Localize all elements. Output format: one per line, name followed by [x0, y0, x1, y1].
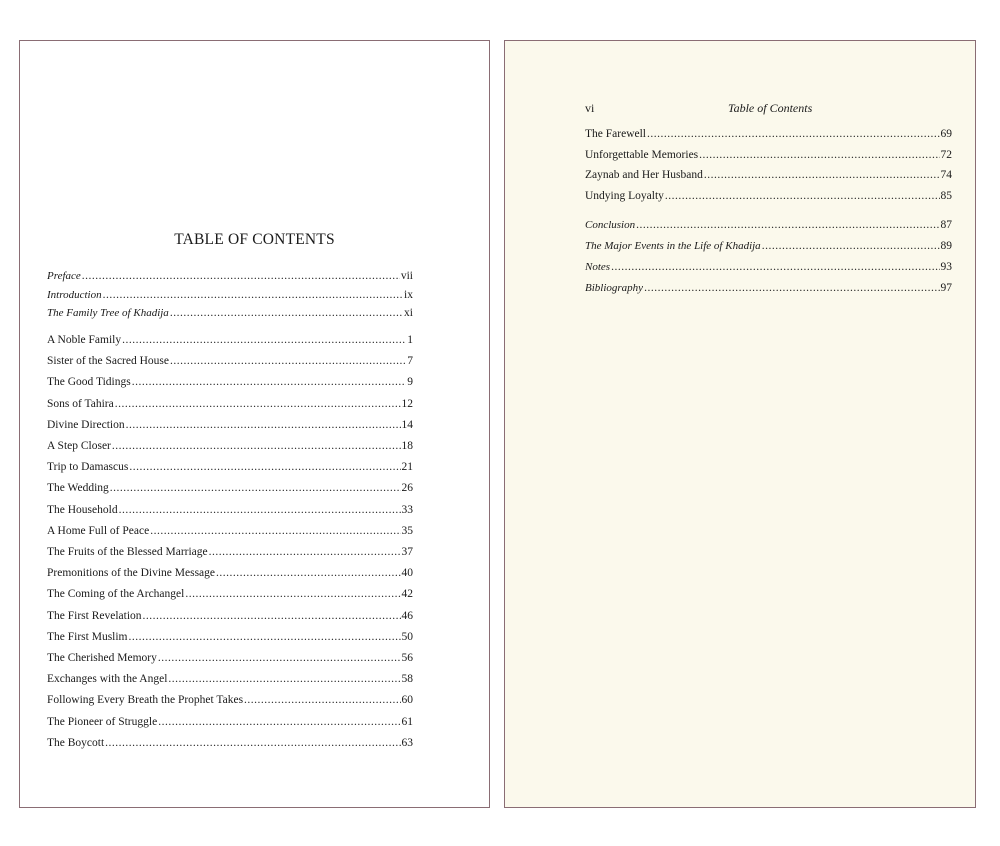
toc-entry [47, 588, 413, 600]
toc-entry [47, 631, 413, 643]
toc-entry [47, 355, 413, 367]
toc-entry-page: 12 [401, 397, 413, 410]
toc-entry-page: 37 [401, 546, 413, 558]
toc-entry-page: 93 [940, 261, 952, 273]
dot-leader [82, 270, 400, 282]
toc-entry-page: 21 [401, 461, 413, 474]
dot-leader [611, 261, 939, 273]
toc-entry-page: xi [404, 307, 413, 319]
dot-leader [216, 567, 400, 579]
toc-entry-page: 89 [940, 240, 952, 252]
toc-entry-title: Sister of the Sacred House [47, 355, 169, 368]
toc-entry-title: The Pioneer of Struggle [47, 715, 158, 728]
toc-entry [47, 440, 413, 452]
toc-entry-title: Notes [585, 261, 611, 273]
toc-entry [47, 652, 413, 664]
dot-leader [185, 588, 400, 600]
dot-leader [762, 240, 940, 252]
toc-entry-title: The Boycott [47, 736, 105, 749]
dot-leader [209, 546, 401, 558]
dot-leader [129, 631, 401, 643]
dot-leader [143, 610, 401, 622]
toc-entry [585, 282, 952, 294]
toc-entry [47, 716, 413, 728]
toc-entry-title: Bibliography [585, 282, 644, 294]
toc-entry-page: 40 [401, 567, 413, 580]
toc-entry-page: 97 [940, 282, 952, 294]
dot-leader [647, 128, 940, 140]
toc-entry [47, 504, 413, 516]
dot-leader [126, 419, 401, 431]
toc-entry [585, 169, 952, 181]
page-number: vi [585, 101, 595, 115]
toc-entry-title: The Cherished Memory [47, 652, 157, 664]
toc-entry-title: Divine Direction [47, 418, 125, 431]
toc-entry-title: The Household [47, 503, 118, 516]
toc-entry-page: 60 [401, 694, 413, 707]
toc-entry-page: 1 [407, 334, 413, 346]
toc-entry-page: 14 [401, 418, 413, 431]
dot-leader [110, 482, 401, 494]
dot-leader [665, 190, 940, 202]
toc-entry-title: A Step Closer [47, 440, 111, 452]
toc-entry-title: The First Revelation [47, 609, 142, 622]
toc-entry [47, 289, 413, 301]
toc-entry-page: 85 [940, 189, 952, 202]
toc-entry-page: ix [404, 288, 413, 301]
toc-entry-page: 42 [401, 588, 413, 601]
toc-entry-title: Preface [47, 270, 81, 282]
toc-entry [585, 128, 952, 140]
toc-entry-page: 50 [401, 630, 413, 643]
toc-entry-title: The Farewell [585, 128, 646, 140]
toc-entry [47, 610, 413, 622]
toc-entry-title: The Coming of the Archangel [47, 588, 185, 601]
toc-entry-page: 61 [401, 715, 413, 728]
toc-entry-page: 33 [401, 503, 413, 516]
toc-entry [47, 567, 413, 579]
dot-leader [122, 334, 406, 346]
toc-entry [47, 673, 413, 685]
toc-entry [585, 261, 952, 273]
toc-entry-page: 72 [940, 148, 952, 161]
toc-entry [47, 461, 413, 473]
toc-entry-title: Zaynab and Her Husband [585, 169, 703, 181]
toc-entry-title: The Family Tree of Khadija [47, 307, 169, 319]
dot-leader [170, 355, 406, 367]
toc-entry-page: 7 [407, 355, 413, 368]
toc-entry-title: The First Muslim [47, 630, 128, 643]
dot-leader [103, 289, 403, 301]
toc-entry-title: Exchanges with the Angel [47, 673, 168, 686]
toc-entry [47, 694, 413, 706]
toc-entry-title: Introduction [47, 288, 102, 301]
dot-leader [244, 694, 400, 706]
toc-entry [585, 219, 952, 231]
dot-leader [168, 673, 400, 685]
toc-entry-title: The Wedding [47, 482, 109, 495]
toc-entry-page: 9 [407, 376, 413, 389]
dot-leader [119, 504, 401, 516]
toc-entry-title: A Noble Family [47, 334, 122, 346]
toc-entry-title: The Good Tidings [47, 376, 131, 389]
toc-entry [47, 376, 413, 388]
toc-entry-title: A Home Full of Peace [47, 524, 150, 537]
dot-leader [170, 307, 403, 319]
toc-entry-page: 18 [401, 440, 413, 452]
toc-entry-page: 56 [401, 652, 413, 664]
dot-leader [129, 461, 400, 473]
toc-entry [47, 270, 413, 282]
toc-entry [47, 546, 413, 558]
toc-entry-title: The Fruits of the Blessed Marriage [47, 546, 208, 558]
dot-leader [644, 282, 939, 294]
running-head: Table of Contents [728, 101, 813, 115]
toc-entry-page: 46 [401, 609, 413, 622]
toc-entry-page: 63 [401, 736, 413, 749]
toc-entry-title: The Major Events in the Life of Khadija [585, 240, 761, 252]
toc-entry [47, 525, 413, 537]
toc-entry-page: 58 [401, 673, 413, 686]
toc-entry-title: Undying Loyalty [585, 189, 664, 202]
toc-entry-title: Sons of Tahira [47, 397, 114, 410]
dot-leader [115, 398, 401, 410]
dot-leader [636, 219, 939, 231]
toc-entry [585, 240, 952, 252]
toc-entry-page: vii [400, 270, 413, 282]
dot-leader [150, 525, 400, 537]
dot-leader [158, 652, 401, 664]
toc-entry [47, 419, 413, 431]
toc-entry-page: 35 [401, 524, 413, 537]
dot-leader [699, 149, 939, 161]
dot-leader [112, 440, 401, 452]
toc-entry [47, 482, 413, 494]
toc-entry-title: Premonitions of the Divine Message [47, 567, 216, 580]
dot-leader [704, 169, 940, 181]
toc-entry-page: 74 [940, 169, 952, 181]
toc-entry-title: Unforgettable Memories [585, 148, 699, 161]
toc-entry-title: Following Every Breath the Prophet Takes [47, 694, 244, 707]
toc-entry-title: Trip to Damascus [47, 461, 129, 474]
toc-entry-page: 69 [940, 128, 952, 140]
dot-leader [105, 737, 400, 749]
toc-entry [47, 334, 413, 346]
dot-leader [132, 376, 407, 388]
toc-entry-page: 87 [940, 219, 952, 231]
toc-heading: TABLE OF CONTENTS [174, 231, 335, 248]
toc-entry [585, 149, 952, 161]
toc-entry-title: Conclusion [585, 219, 636, 231]
right-page [504, 40, 976, 808]
left-page [19, 40, 490, 808]
toc-entry [585, 190, 952, 202]
toc-entry [47, 307, 413, 319]
dot-leader [158, 716, 400, 728]
toc-entry [47, 398, 413, 410]
toc-entry-page: 26 [401, 482, 413, 495]
toc-entry [47, 737, 413, 749]
